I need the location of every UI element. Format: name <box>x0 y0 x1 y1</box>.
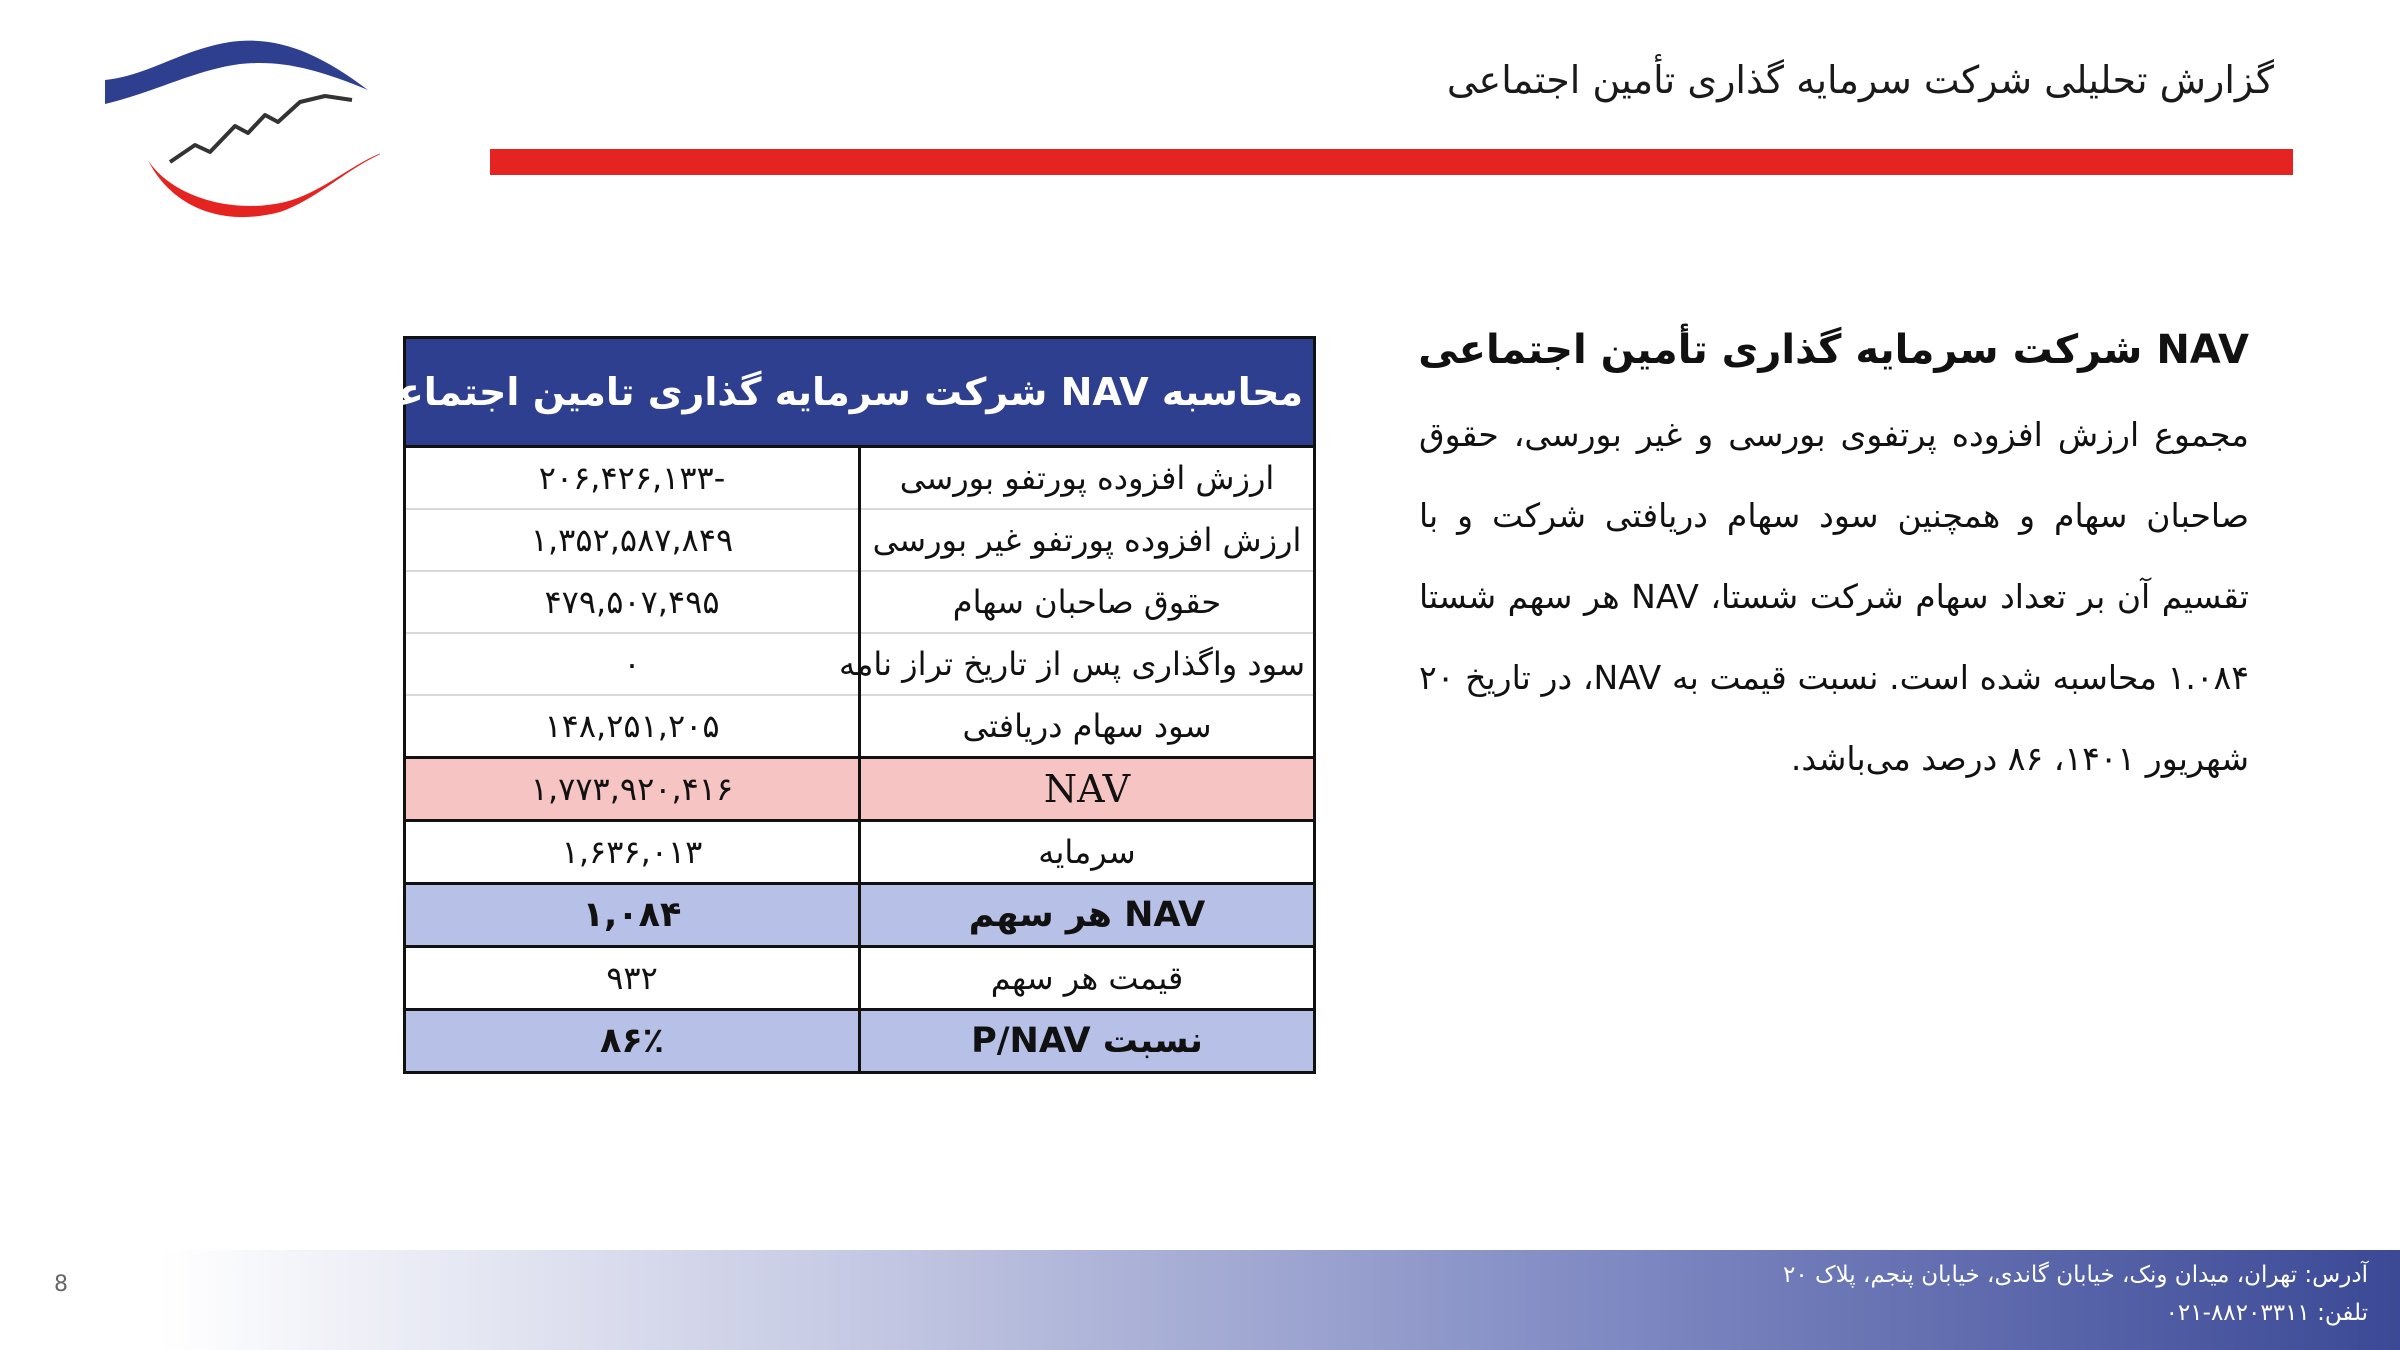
row-value: ۴۷۹,۵۰۷,۴۹۵ <box>405 571 860 633</box>
row-label: سود سهام دریافتی <box>860 695 1315 758</box>
table-title: محاسبه NAV شرکت سرمایه گذاری تامین اجتماعی <box>405 338 1315 447</box>
header-red-rule <box>490 149 2293 175</box>
row-label: NAV هر سهم <box>860 884 1315 947</box>
row-value: -۲۰۶,۴۲۶,۱۳۳ <box>405 447 860 510</box>
table-row <box>405 633 1315 695</box>
table-row-nav-total <box>405 758 1315 821</box>
nav-calculation-table <box>359 336 1316 1074</box>
row-value: ۸۶٪ <box>405 1010 860 1073</box>
row-value: ۰ <box>405 633 860 695</box>
table-row <box>405 509 1315 571</box>
row-value: ۱۴۸,۲۵۱,۲۰۵ <box>405 695 860 758</box>
footer-contact <box>1783 1256 2368 1332</box>
row-label: ارزش افزوده پورتفو غیر بورسی <box>860 509 1315 571</box>
logo-waves-chart-icon <box>100 30 380 220</box>
footer-phone: تلفن: ۸۸۲۰۳۳۱۱-۰۲۱ <box>2165 1300 2368 1326</box>
row-label: ارزش افزوده پورتفو بورسی <box>860 447 1315 510</box>
row-value: ۱,۷۷۳,۹۲۰,۴۱۶ <box>405 758 860 821</box>
row-label: سود واگذاری پس از تاریخ تراز نامه <box>860 633 1315 695</box>
table-row-p-nav-ratio <box>405 1010 1315 1073</box>
row-value: ۱,۳۵۲,۵۸۷,۸۴۹ <box>405 509 860 571</box>
row-label: حقوق صاحبان سهام <box>860 571 1315 633</box>
row-label: NAV <box>860 758 1315 821</box>
footer-address: آدرس: تهران، میدان ونک، خیابان گاندی، خیابان پنجم، پلاک ۲۰ <box>1782 1262 2368 1288</box>
table-row <box>405 447 1315 510</box>
footer-bar <box>160 1250 2400 1350</box>
row-value: ۹۳۲ <box>405 947 860 1010</box>
report-title: گزارش تحلیلی شرکت سرمایه گذاری تأمین اجتماعی <box>1446 58 2274 102</box>
page-number: 8 <box>54 1272 68 1297</box>
company-logo <box>100 30 380 220</box>
description-heading: NAV شرکت سرمایه گذاری تأمین اجتماعی <box>1418 327 2249 373</box>
row-value: ۱,۶۳۶,۰۱۳ <box>405 821 860 884</box>
table-row <box>405 947 1315 1010</box>
row-value: ۱,۰۸۴ <box>405 884 860 947</box>
row-label: سرمایه <box>860 821 1315 884</box>
table-row <box>405 695 1315 758</box>
table-header-row <box>405 338 1315 447</box>
row-label: قیمت هر سهم <box>860 947 1315 1010</box>
row-label: نسبت P/NAV <box>860 1010 1315 1073</box>
table-row <box>405 571 1315 633</box>
table-row-nav-per-share <box>405 884 1315 947</box>
table-row <box>405 821 1315 884</box>
description-block <box>1419 318 2249 799</box>
description-body: مجموع ارزش افزوده پرتفوی بورسی و غیر بورسی، حقوق صاحبان سهام و همچنین سود سهام دریافتی شرکت و با تقسیم آن بر تعداد سهام شرکت شستا، NAV هر سهم شستا ۱.۰۸۴ محاسبه شده است. نسبت قیمت به NAV، در تاریخ ۲۰ شهریور ۱۴۰۱، ۸۶ درصد می‌باشد. <box>1419 415 2249 778</box>
